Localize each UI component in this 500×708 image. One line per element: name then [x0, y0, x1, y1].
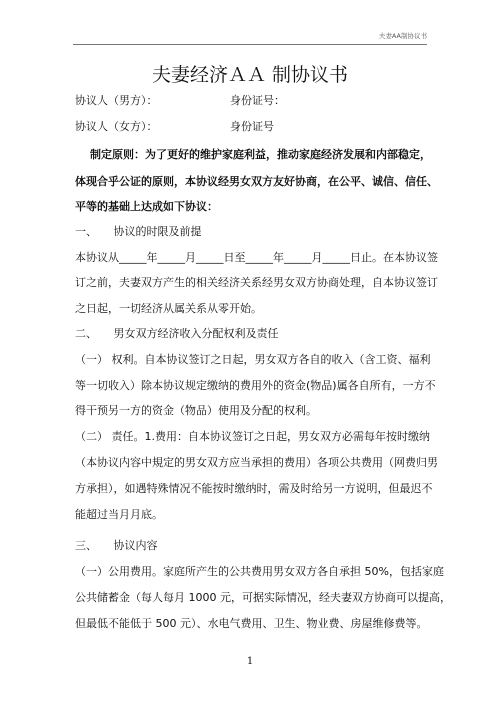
section-2-line: （本协议内容中規定的男女双方应当承担的费用）各项公共费用（网费归男: [75, 456, 438, 469]
husband-label: 协议人（男方）：: [75, 94, 158, 107]
section-1-line: 本协议从_____年_____月_____日至_____年_____月_____日止。在本协议签: [75, 251, 438, 264]
principle-line: 制定原则：为了更好的维护家庭利益，推动家庭经济发展和内部稳定，: [90, 148, 431, 161]
header-text: 夫妻AA制协议书: [378, 32, 427, 40]
section-2-heading: 二、 男女双方经济收入分配权利及责任: [75, 327, 279, 340]
principle-line: 平等的基础上达成如下协议：: [75, 200, 218, 213]
section-3-heading: 三、 协议内容: [75, 539, 158, 552]
section-1-heading: 一、 协议的时限及前提: [75, 225, 202, 238]
section-2-line: （一） 权利。自本协议签订之日起，男女双方各自的收入（含工资、福利: [75, 353, 431, 366]
section-2-line: 能超过当月月底。: [75, 508, 163, 521]
document-title: 夫妻经济ＡＡ 制协议书: [151, 64, 349, 86]
section-3-line: 但最低不能低于 500 元）、水电气费用、卫生、物业费、房屋维修费等。: [75, 617, 428, 630]
wife-label: 协议人（女方）：: [75, 120, 158, 133]
section-2-line: （二） 责任。1.费用：自本协议签订之日起，男女双方必需每年按时缴纳: [75, 430, 430, 443]
section-3-line: （一）公用费用。家庭所产生的公共费用男女双方各自承担 50%，包括家庭: [75, 565, 444, 578]
section-1-line: 之日起，一切经济从属关系从零开始。: [75, 302, 262, 315]
section-2-line: 方承担），如遇特殊情况不能按时缴纳时，需及时给另一方说明，但最迟不: [75, 482, 433, 495]
section-2-line: 等一切收入）除本协议规定缴纳的费用外的资金(物品)属各自所有，一方不: [75, 379, 436, 392]
page-number: 1: [246, 656, 254, 667]
page-header: [73, 30, 427, 45]
principle-line: 体现合乎公证的原则，本协议经男女双方友好协商，在公平、诚信、信任、: [75, 175, 438, 188]
section-1-line: 订之前，夫妻双方产生的相关经济关系经男女双方协商处理，自本协议签订: [75, 276, 438, 289]
husband-id-label: 身份证号：: [230, 94, 285, 107]
section-3-line: 公共储蓄金（每人每月 1000 元，可据实际情况，经夫妻双方协商可以提高，: [75, 591, 451, 604]
section-2-line: 得干预另一方的资金（物品）使用及分配的权利。: [75, 404, 317, 417]
wife-id-label: 身份证号: [230, 120, 274, 133]
